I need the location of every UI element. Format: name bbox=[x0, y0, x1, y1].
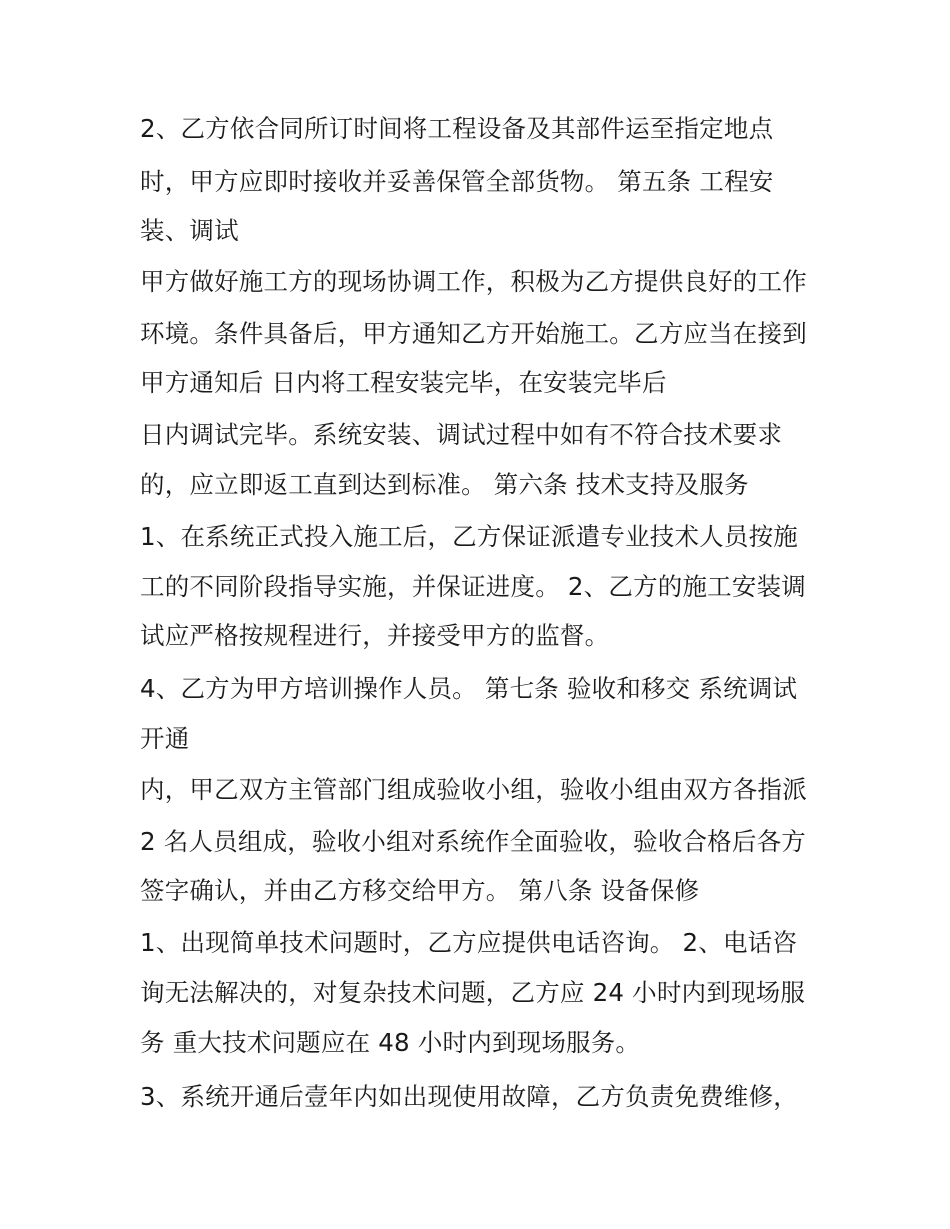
text-line-15: 2 名人员组成，验收小组对系统作全面验收，验收合格后各方 bbox=[140, 827, 806, 856]
text-line-3: 装、调试 bbox=[140, 216, 239, 245]
text-line-14: 内，甲乙双方主管部门组成验收小组，验收小组由双方各指派 bbox=[140, 775, 807, 804]
text-line-20: 3、系统开通后壹年内如出现使用故障，乙方负责免费维修， bbox=[140, 1082, 798, 1111]
text-line-10: 工的不同阶段指导实施，并保证进度。 2、乙方的施工安装调 bbox=[140, 572, 806, 601]
text-line-16: 签字确认，并由乙方移交给甲方。 第八条 设备保修 bbox=[140, 876, 700, 905]
text-line-9: 1、在系统正式投入施工后，乙方保证派遣专业技术人员按施 bbox=[140, 522, 798, 551]
text-line-17: 1、出现简单技术问题时，乙方应提供电话咨询。 2、电话咨 bbox=[140, 928, 798, 957]
text-line-11: 试应严格按规程进行，并接受甲方的监督。 bbox=[140, 621, 610, 650]
text-line-12: 4、乙方为甲方培训操作人员。 第七条 验收和移交 系统调试 bbox=[140, 674, 798, 703]
text-line-6: 甲方通知后 日内将工程安装完毕，在安装完毕后 bbox=[140, 368, 667, 397]
text-line-7: 日内调试完毕。系统安装、调试过程中如有不符合技术要求 bbox=[140, 420, 783, 449]
text-line-4: 甲方做好施工方的现场协调工作，积极为乙方提供良好的工作 bbox=[140, 267, 807, 296]
text-line-1: 2、乙方依合同所订时间将工程设备及其部件运至指定地点 bbox=[140, 114, 774, 143]
text-line-5: 环境。条件具备后，甲方通知乙方开始施工。乙方应当在接到 bbox=[140, 319, 807, 348]
text-line-19: 务 重大技术问题应在 48 小时内到现场服务。 bbox=[140, 1028, 641, 1057]
text-line-13: 开通 bbox=[140, 724, 190, 753]
text-line-2: 时，甲方应即时接收并妥善保管全部货物。 第五条 工程安 bbox=[140, 167, 774, 196]
text-line-18: 询无法解决的，对复杂技术问题，乙方应 24 小时内到现场服 bbox=[140, 978, 806, 1007]
text-line-8: 的，应立即返工直到达到标准。 第六条 技术支持及服务 bbox=[140, 470, 749, 499]
